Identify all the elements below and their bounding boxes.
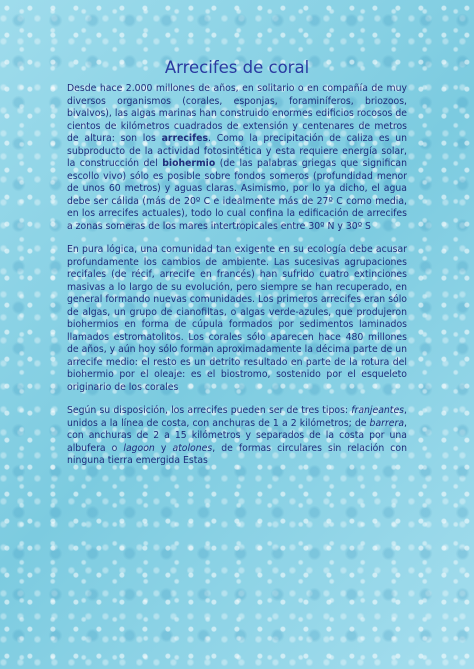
paragraph-tipos xyxy=(67,405,407,468)
paragraph-evolucion xyxy=(67,244,407,394)
paragraph-text: , unidos a la línea de costa, con anchuras de 1 a 2 kilómetros; de xyxy=(67,405,407,429)
paragraph-text: En pura lógica, una comunidad tan exigente en su ecología debe acusar profundamente los cambios de ambiente. Las sucesivas agrupaciones recifales (de récif, arrecife en francés) han sufrido cuatro extinciones masivas a lo largo de su evolución, pero siempre se han recuperado, en general formando nuevas comunidades. Los primeros arrecifes eran sólo de algas, un grupo de cianofiltas, o algas verde-azules, que produjeron biohermios en forma de cúpula formados por sedimentos laminados llamados estromatolitos. Los corales sólo aparecen hace 480 millones de años, y aún hoy sólo forman aproximadamente la décima parte de un arrecife medio: el resto es un detrito resultado en parte de la rotura del biohermio por el oleaje: es el biostromo, sostenido por el esqueleto originario de los corales xyxy=(67,244,407,393)
paragraph-text: , de formas circulares sin relación con ninguna tierra emergida Estas xyxy=(67,442,407,466)
paragraph-text: Según su disposición, los arrecifes pueden ser de tres tipos: xyxy=(67,405,352,416)
italic-term-barrera: barrera xyxy=(369,417,405,429)
paragraph-text: . Como la precipitación de caliza es un subproducto de la actividad fotosintética y esta requiere energía solar, la construcción del xyxy=(67,133,407,169)
italic-term-franjeantes: franjeantes xyxy=(351,405,405,416)
page-title: Arrecifes de coral xyxy=(164,58,310,77)
italic-term-lagoon: lagoon xyxy=(123,442,155,454)
paragraph-arrecifes-intro xyxy=(67,83,407,233)
paragraph-text: (de las palabras griegas que significan escollo vivo) sólo es posible sobre fondos someros (profundidad menor de unos 60 metros) y aguas claras. Asimismo, por lo ya dicho, el agua debe ser cálida (más de 20º C e idealmente más de 27º C como media, en los arrecifes actuales), todo lo cual confina la edificación de arrecifes a zonas someras de los mares intertropicales entre 30º N y 30º S xyxy=(67,158,407,232)
paragraph-text: Desde hace 2.000 millones de años, en solitario o en compañía de muy diversos organismos (corales, esponjas, foraminíferos, briozoos, bivalvos), las algas marinas han construido enormes edificios rocosos de cientos de kilómetros cuadrados de extensión y centenares de metros de altura: son los xyxy=(67,83,407,144)
paragraph-text: y xyxy=(154,442,173,454)
italic-term-atolones: atolones xyxy=(172,442,213,454)
paragraph-text: , con anchuras de 2 a 15 kilómetros y separados de la costa por una albufera o xyxy=(67,417,407,454)
bold-term-arrecifes: arrecifes xyxy=(161,133,208,144)
bold-term-biohermio: biohermio xyxy=(162,158,216,169)
document-page xyxy=(67,58,407,479)
